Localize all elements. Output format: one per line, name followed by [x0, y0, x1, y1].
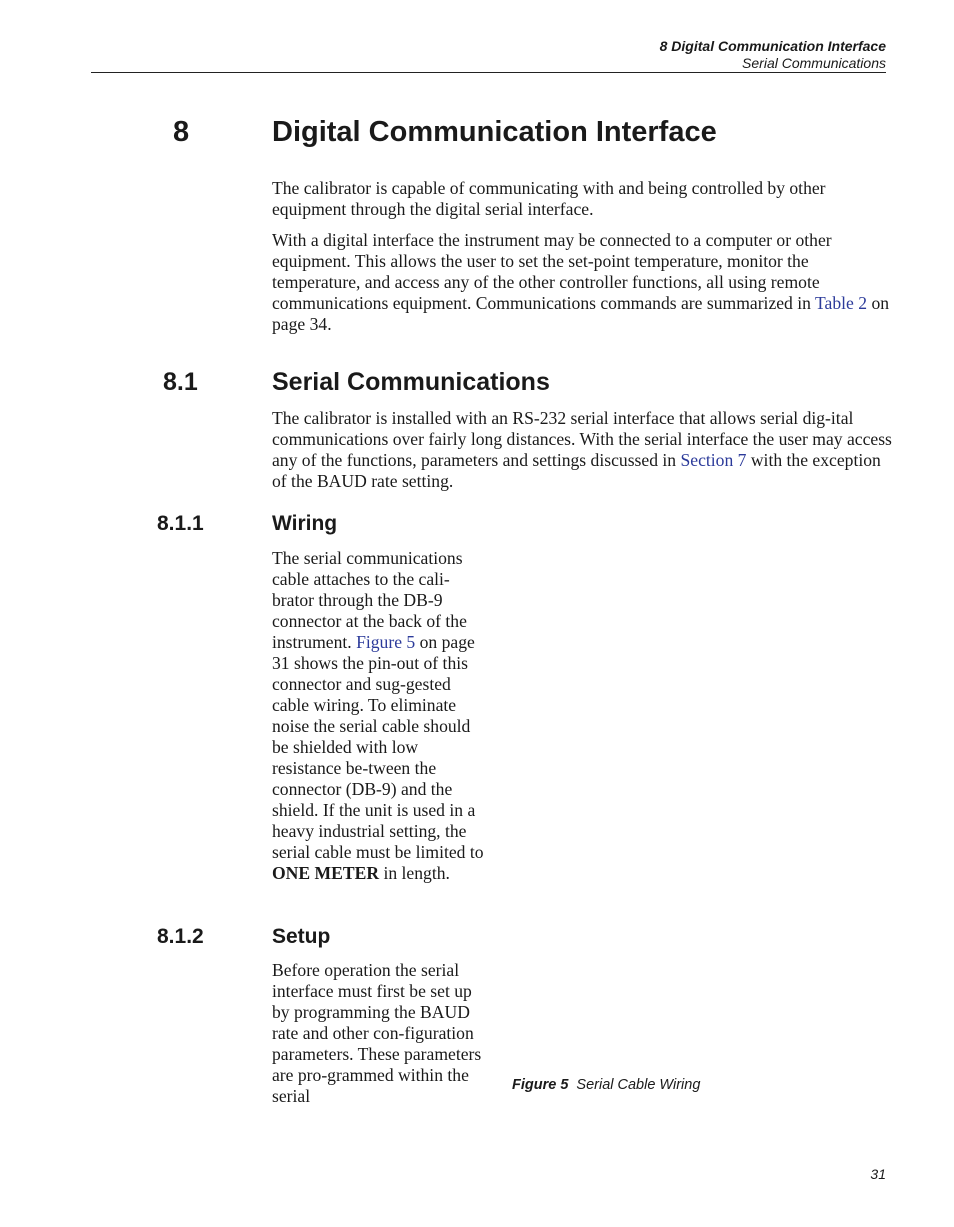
- wiring-text: The serial communications cable attaches to the cali-brator through the DB-9 connector at the back of the instrument.: [272, 548, 467, 652]
- wiring-paragraph: [272, 548, 490, 884]
- page-number: 31: [870, 1166, 886, 1182]
- wiring-body: [272, 548, 490, 884]
- section-8-1-body: [272, 408, 892, 492]
- chapter-number: 8: [173, 116, 190, 148]
- section-8-1-2-number: 8.1.2: [157, 925, 204, 948]
- setup-body: [272, 960, 484, 1107]
- chapter-paragraph-2-end: on page 34.: [272, 293, 890, 334]
- running-header: [660, 38, 886, 72]
- wiring-length-emphasis: ONE METER: [272, 863, 380, 883]
- header-chapter: 8 Digital Communication Interface: [659, 38, 886, 54]
- chapter-paragraph-2: [272, 230, 892, 335]
- chapter-paragraph-2-text: With a digital interface the instrument may be connected to a computer or other equipment. This allows the user to set the set-point temperature, monitor the temperature, and access any of the other controller functions, all using remote communications equipment. Communications commands are summarized in: [272, 230, 832, 313]
- header-rule: [91, 72, 886, 73]
- chapter-intro: [272, 178, 892, 335]
- section-8-1-2-title: Setup: [272, 925, 331, 948]
- section-8-1-text: The calibrator is installed with an RS-232 serial interface that allows serial dig-ital communications over fairly long distances. With the serial interface the user may access any of the functions, parameters and settings discussed in: [272, 408, 892, 470]
- section-8-1-paragraph: [272, 408, 892, 492]
- wiring-text-mid: on page 31 shows the pin-out of this connector and sug-gested cable wiring. To eliminate noise the serial cable should be shielded with low resistance be-tween the connector (DB-9) and the shield. If the unit is used in a heavy industrial setting, the serial cable must be limited to: [272, 632, 484, 862]
- figure-caption: [512, 1077, 700, 1093]
- chapter-paragraph-1: The calibrator is capable of communicating with and being controlled by other equipment through the digital serial interface.: [272, 178, 826, 219]
- figure-caption-text: Serial Cable Wiring: [576, 1077, 701, 1093]
- figure-5-link[interactable]: Figure 5: [356, 632, 416, 652]
- section-8-1-text-end: with the exception of the BAUD rate setting.: [272, 450, 881, 491]
- section-8-1-number: 8.1: [163, 368, 198, 396]
- figure-label: Figure 5: [512, 1077, 569, 1093]
- header-section: Serial Communications: [742, 55, 886, 71]
- table-2-link[interactable]: Table 2: [815, 293, 868, 313]
- section-7-link[interactable]: Section 7: [680, 450, 747, 470]
- chapter-title: Digital Communication Interface: [272, 116, 717, 148]
- section-8-1-title: Serial Communications: [272, 368, 550, 396]
- setup-paragraph: Before operation the serial interface must first be set up by programming the BAUD rate and other con-figuration parameters. These parameters are pro-grammed within the serial: [272, 960, 482, 1106]
- wiring-text-end: in length.: [379, 863, 450, 883]
- section-8-1-1-title: Wiring: [272, 512, 338, 535]
- section-8-1-1-number: 8.1.1: [157, 512, 204, 535]
